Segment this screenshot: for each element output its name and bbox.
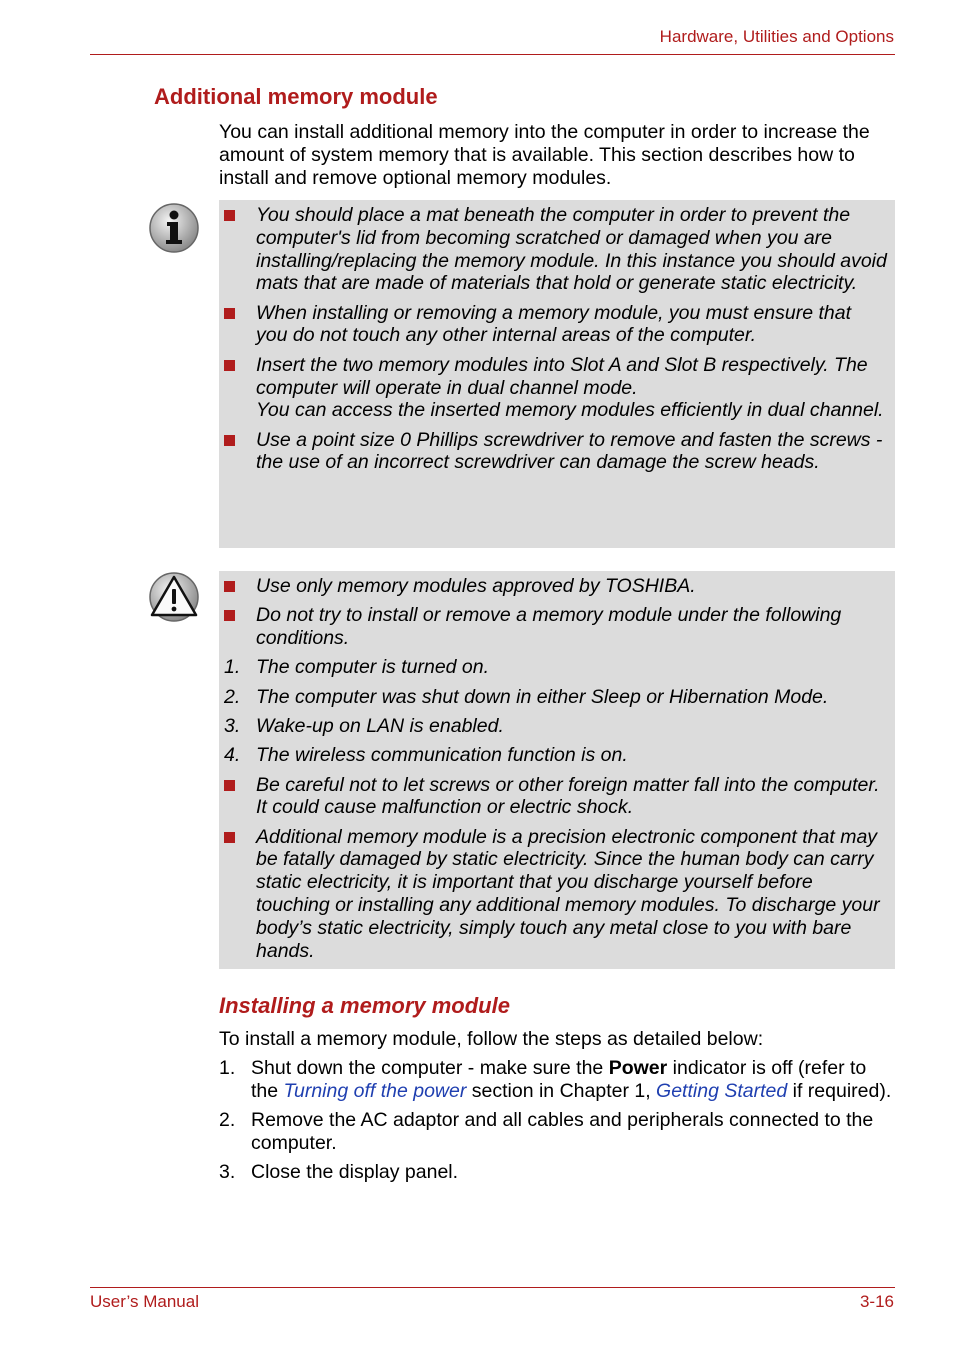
step-item: 3. Close the display panel. [219, 1161, 459, 1184]
section-title: Additional memory module [154, 84, 438, 109]
bullet-icon [224, 210, 235, 221]
step-item: 2. Remove the AC adaptor and all cables and peripherals connected to the computer. [219, 1109, 874, 1154]
note-item: Use a point size 0 Phillips screwdriver to remove and fasten the screws - the use of an incorrect screwdriver can damage the screw heads. [224, 429, 887, 475]
footer-rule [90, 1287, 895, 1288]
subsection-title: Installing a memory module [219, 993, 510, 1018]
header-section-title: Hardware, Utilities and Options [659, 27, 894, 46]
note-box [219, 200, 895, 548]
condition-item: 4. The wireless communication function is on. [224, 744, 628, 767]
bullet-icon [224, 435, 235, 446]
section-intro: You can install additional memory into the computer in order to increase the amount of system memory that is available. This section describes how to install and remove optional memory modules. [219, 121, 870, 189]
bullet-icon [224, 832, 235, 843]
note-item: When installing or removing a memory module, you must ensure that you do not touch any other internal areas of the computer. [224, 302, 887, 348]
condition-item: 3. Wake-up on LAN is enabled. [224, 714, 504, 737]
caution-item: Be careful not to let screws or other foreign matter fall into the computer. It could cause malfunction or electric shock. [224, 774, 887, 820]
bullet-icon [224, 581, 235, 592]
note-item: Insert the two memory modules into Slot A and Slot B respectively. The computer will operate in dual channel mode. You can access the inserted memory modules efficiently in dual channel. [224, 354, 887, 422]
condition-item: 1. The computer is turned on. [224, 656, 490, 679]
power-term: Power [608, 1057, 668, 1079]
caution-item: Additional memory module is a precision electronic component that may be fatally damaged by static electricity. Since the human body can carry static electricity, it is important that you discharge yourself before touching or installing any additional memory modules. To discharge your body’s static electricity, simply touch any metal close to you with bare hands. [224, 826, 887, 963]
page-number: 3-16 [859, 1292, 894, 1311]
info-icon [148, 202, 200, 254]
caution-box [219, 571, 895, 969]
turning-off-power-link[interactable]: Turning off the power [283, 1079, 467, 1102]
warning-triangle-icon [148, 571, 200, 623]
header-rule [90, 54, 895, 55]
bullet-icon [224, 360, 235, 371]
steps-list [219, 1057, 895, 1190]
step-item: 1. Shut down the computer - make sure the Power indicator is off (refer to the Turning off the power section in Chapter 1, Getting Started if required). [219, 1057, 892, 1102]
getting-started-link[interactable]: Getting Started [656, 1079, 788, 1102]
condition-item: 2. The computer was shut down in either Sleep or Hibernation Mode. [224, 685, 829, 708]
bullet-icon [224, 308, 235, 319]
caution-item: Do not try to install or remove a memory module under the following conditions. [224, 604, 887, 650]
bullet-icon [224, 780, 235, 791]
caution-item: Use only memory modules approved by TOSHIBA. [224, 575, 887, 598]
note-item: You should place a mat beneath the computer in order to prevent the computer's lid from becoming scratched or damaged when you are installing/replacing the memory module. In this instance you should avoid mats that are made of materials that hold or generate static electricity. [224, 204, 887, 295]
steps-intro: To install a memory module, follow the steps as detailed below: [219, 1028, 764, 1050]
footer-manual-title: User’s Manual [90, 1292, 199, 1311]
bullet-icon [224, 610, 235, 621]
